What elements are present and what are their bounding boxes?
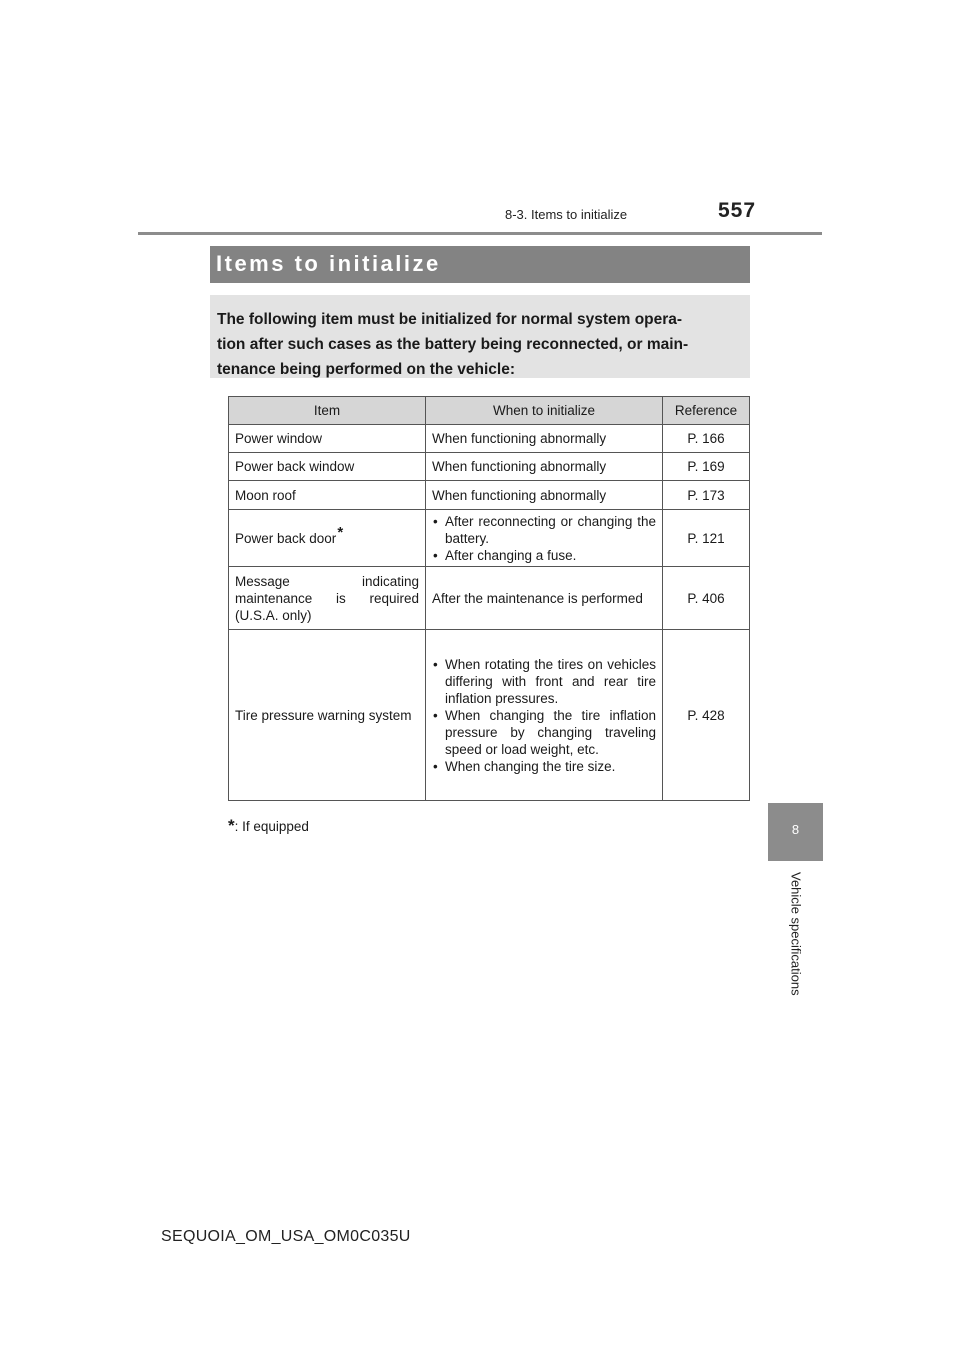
chapter-tab [768,803,823,861]
cell-reference: P. 166 [663,425,750,453]
table-row [229,425,750,453]
cell-item: Power window [229,425,426,453]
table-row [229,481,750,510]
cell-reference: P. 169 [663,453,750,481]
column-header-reference: Reference [663,397,750,425]
table-row [229,567,750,630]
footnote-text: : If equipped [234,819,309,834]
item-label: Power back door [235,530,337,546]
cell-reference: P. 428 [663,630,750,801]
cell-when [426,510,663,567]
intro-line: The following item must be initialized for normal system opera- [217,311,683,328]
table-row [229,630,750,801]
cell-item [229,510,426,567]
cell-when [426,630,663,801]
column-header-when: When to initialize [426,397,663,425]
footnote-marker: * [228,816,235,835]
cell-item: Message indicating maintenance is required (U.S.A. only) [229,567,426,630]
cell-when: When functioning abnormally [426,425,663,453]
cell-when: When functioning abnormally [426,453,663,481]
cell-when: After the maintenance is performed [426,567,663,630]
title-bar [210,246,750,283]
cell-reference: P. 121 [663,510,750,567]
cell-when: When functioning abnormally [426,481,663,510]
list-item: • When rotating the tires on vehicles differing with front and rear tire inflation pressures. [432,656,656,707]
list-item: • After reconnecting or changing the battery. [432,513,656,547]
list-item: • When changing the tire inflation pressure by changing traveling speed or load weight, etc. [432,707,656,758]
chapter-label [787,872,805,1012]
header-rule [138,232,822,235]
section-header: 8-3. Items to initialize [505,207,628,222]
footnote-marker: * [337,523,344,541]
table-header-row [229,397,750,425]
cell-item: Power back window [229,453,426,481]
intro-line: tenance being performed on the vehicle: [217,361,516,378]
page-number: 557 [718,199,757,222]
chapter-label-text: Vehicle specifications [788,872,804,996]
intro-line: tion after such cases as the battery being reconnected, or main- [217,336,689,353]
table-row [229,453,750,481]
table-row [229,510,750,567]
when-list [432,513,656,564]
footer-code: SEQUOIA_OM_USA_OM0C035U [161,1228,411,1245]
column-header-item: Item [229,397,426,425]
when-list [432,656,656,775]
list-item: • When changing the tire size. [432,758,656,775]
cell-reference: P. 406 [663,567,750,630]
cell-item: Moon roof [229,481,426,510]
page-title: Items to initialize [216,251,441,276]
intro-text [217,307,742,382]
cell-reference: P. 173 [663,481,750,510]
chapter-number: 8 [791,822,800,837]
intro-box [210,295,750,378]
cell-item: Tire pressure warning system [229,630,426,801]
items-table [228,396,750,801]
list-item: • After changing a fuse. [432,547,656,564]
footnote [228,816,309,836]
